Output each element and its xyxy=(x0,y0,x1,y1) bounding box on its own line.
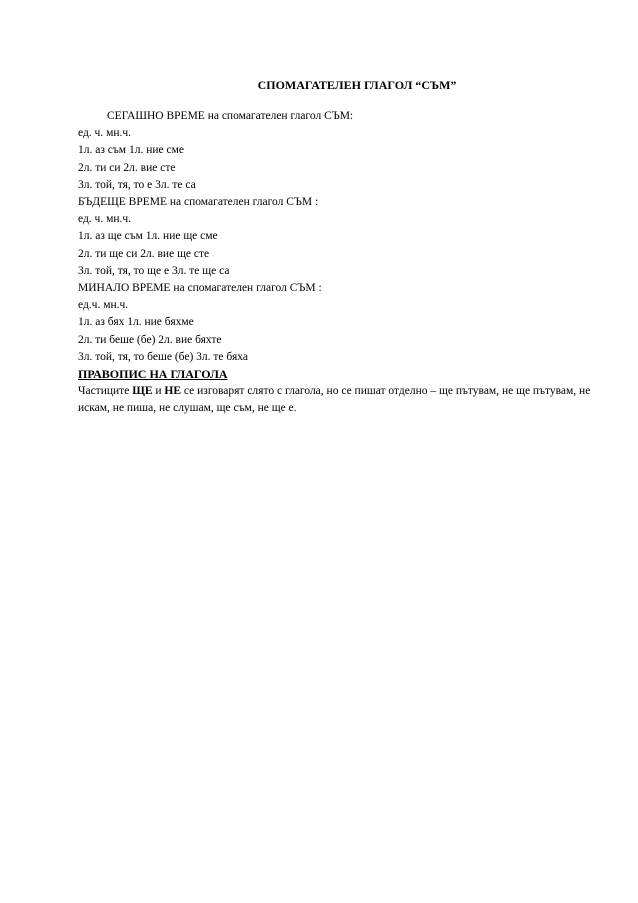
present-tense-heading: СЕГАШНО ВРЕМЕ на спомагателен глагол СЪМ: xyxy=(107,110,354,122)
future-tense-row: 2л. ти ще си 2л. вие ще сте xyxy=(78,247,210,260)
particle-shte: ЩЕ xyxy=(132,385,153,398)
future-tense-columns: ед. ч. мн.ч. xyxy=(78,213,132,226)
future-tense-row: 3л. той, тя, то ще е 3л. те ще са xyxy=(78,264,230,277)
spelling-heading: ПРАВОПИС НА ГЛАГОЛА xyxy=(78,367,228,382)
spelling-paragraph xyxy=(78,383,608,417)
future-tense-heading: БЪДЕЩЕ ВРЕМЕ на спомагателен глагол СЪМ : xyxy=(78,196,319,209)
past-tense-heading: МИНАЛО ВРЕМЕ на спомагателен глагол СЪМ : xyxy=(78,282,322,295)
past-tense-row: 1л. аз бях 1л. ние бяхме xyxy=(78,316,194,329)
document-title: СПОМАГАТЕЛЕН ГЛАГОЛ “СЪМ” xyxy=(257,78,457,92)
future-tense-row: 1л. аз ще съм 1л. ние ще сме xyxy=(78,230,218,243)
spelling-text-after: се изговарят слято с глагола, но се пишат отделно – ще пътувам, не ще пътувам, не искам, не пиша, не слушам, ще съм, не ще е. xyxy=(78,385,591,415)
present-tense-row: 2л. ти си 2л. вие сте xyxy=(78,161,176,174)
spelling-text-before: Частиците xyxy=(78,385,133,398)
past-tense-columns: ед.ч. мн.ч. xyxy=(78,299,129,312)
present-tense-row: 1л. аз съм 1л. ние сме xyxy=(78,144,184,157)
spelling-text-and: и xyxy=(152,385,165,398)
present-tense-columns: ед. ч. мн.ч. xyxy=(78,127,132,140)
present-tense-row: 3л. той, тя, то е 3л. те са xyxy=(78,178,196,191)
particle-ne: НЕ xyxy=(164,385,182,398)
document-body xyxy=(78,108,608,418)
past-tense-row: 3л. той, тя, то беше (бе) 3л. те бяха xyxy=(78,350,248,363)
past-tense-row: 2л. ти беше (бе) 2л. вие бяхте xyxy=(78,333,222,346)
